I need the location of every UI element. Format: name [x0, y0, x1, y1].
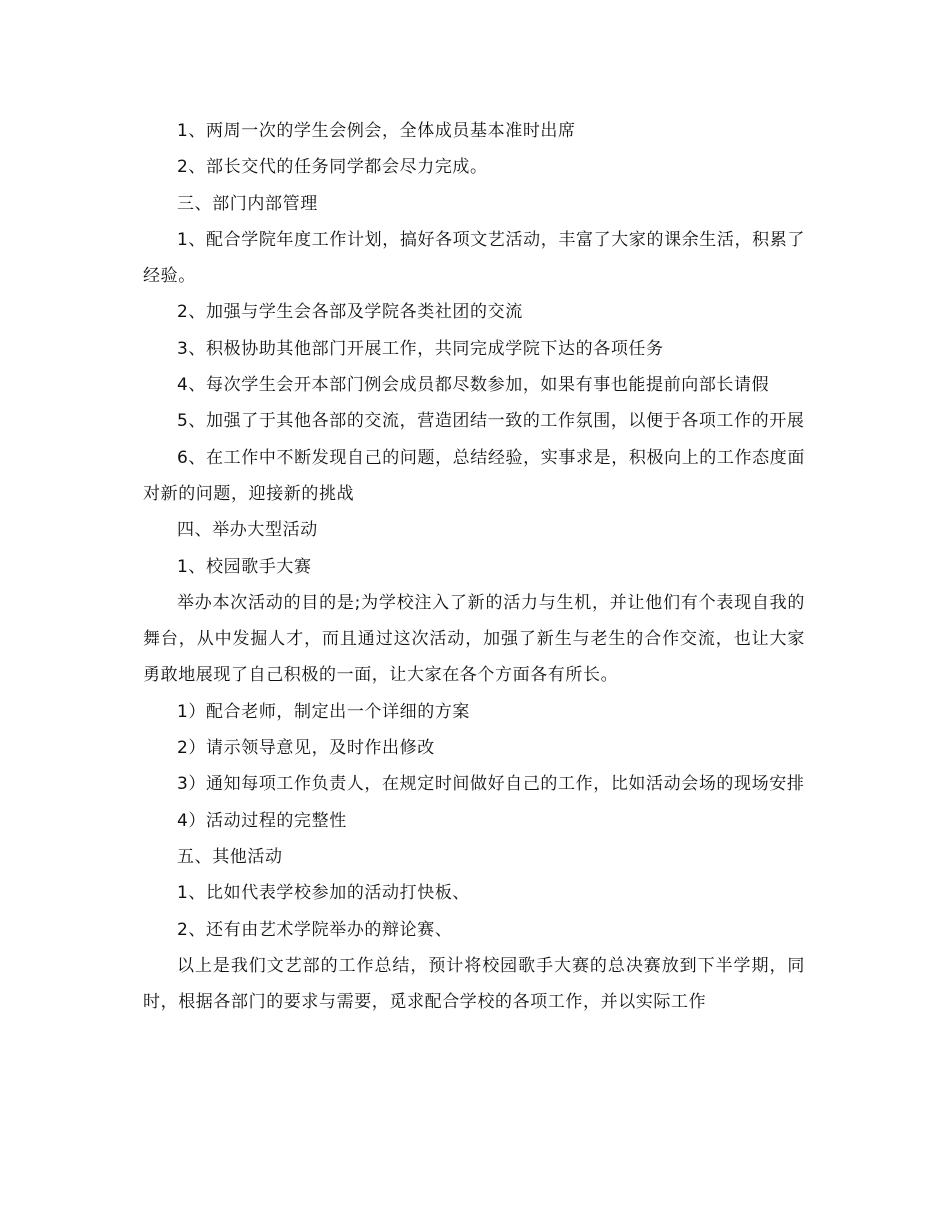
- list-item-notify: 3）通知每项工作负责人，在规定时间做好自己的工作，比如活动会场的现场安排: [177, 774, 805, 795]
- document-body: [143, 113, 805, 1020]
- paragraph-meeting-attendance: 1、两周一次的学生会例会，全体成员基本准时出席: [177, 121, 576, 141]
- paragraph-self-improvement: 6、在工作中不断发现自己的问题，总结经验，实事求是，积极向上的工作态度面对新的问题，迎接新的挑战: [143, 447, 805, 504]
- subheading-singer-contest: 1、校园歌手大赛: [177, 556, 312, 577]
- paragraph-team-atmosphere: 5、加强了于其他各部的交流，营造团结一致的工作氛围，以便于各项工作的开展: [177, 411, 805, 432]
- list-item-integrity: 4）活动过程的完整性: [177, 810, 347, 831]
- list-item-revise: 2）请示领导意见，及时作出修改: [177, 738, 435, 759]
- paragraph-club-exchange: 2、加强与学生会各部及学院各类社团的交流: [177, 302, 523, 323]
- list-item-plan: 1）配合老师，制定出一个详细的方案: [177, 701, 471, 722]
- paragraph-assist-departments: 3、积极协助其他部门开展工作，共同完成学院下达的各项任务: [177, 338, 664, 359]
- paragraph-debate: 2、还有由艺术学院举办的辩论赛、: [177, 919, 453, 940]
- paragraph-kuaiban: 1、比如代表学校参加的活动打快板、: [177, 883, 471, 904]
- paragraph-meeting-leave: 4、每次学生会开本部门例会成员都尽数参加，如果有事也能提前向部长请假: [177, 375, 770, 396]
- paragraph-summary: 以上是我们文艺部的工作总结，预计将校园歌手大赛的总决赛放到下半学期，同时，根据各部门的要求与需要，觅求配合学校的各项工作，并以实际工作: [143, 955, 805, 1013]
- section-heading-major-events: 四、举办大型活动: [177, 520, 318, 541]
- paragraph-event-purpose: 举办本次活动的目的是;为学校注入了新的活力与生机，并让他们有个表现自我的舞台，从中发掘人才，而且通过这次活动，加强了新生与老生的合作交流，也让大家勇敢地展现了自己积极的一面，让大家在各个方面各有所长。: [143, 592, 805, 686]
- section-heading-other-activities: 五、其他活动: [177, 846, 283, 867]
- paragraph-task-completion: 2、部长交代的任务同学都会尽力完成。: [177, 157, 488, 178]
- section-heading-internal-management: 三、部门内部管理: [177, 193, 318, 214]
- paragraph-annual-plan: 1、配合学院年度工作计划，搞好各项文艺活动，丰富了大家的课余生活，积累了经验。: [143, 229, 805, 287]
